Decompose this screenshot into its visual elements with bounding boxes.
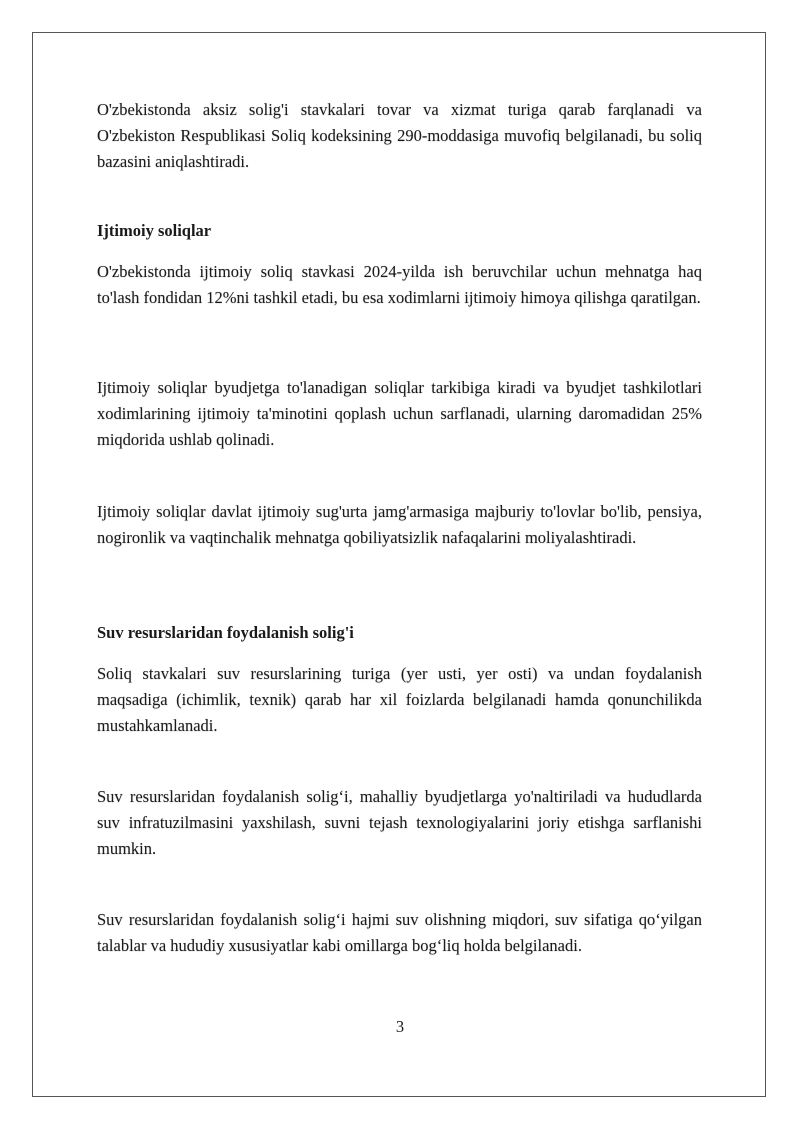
paragraph-suv-mahalliy-byudjet: Suv resurslaridan foydalanish solig‘i, mahalliy byudjetlarga yo'naltiriladi va hududlarda suv infratuzilmasini yaxshilash, suvni tejash texnologiyalarini joriy etishga sarflanishi mumkin.	[97, 787, 702, 858]
heading-ijtimoiy-soliqlar: Ijtimoiy soliqlar	[97, 221, 212, 240]
paragraph-suv-soliq-hajmi: Suv resurslaridan foydalanish solig‘i hajmi suv olishning miqdori, suv sifatiga qo‘yilgan talablar va hududiy xususiyatlar kabi omillarga bog‘liq holda belgilanadi.	[97, 910, 702, 955]
paragraph-ijtimoiy-soliqlar-byudjet: Ijtimoiy soliqlar byudjetga to'lanadigan soliqlar tarkibiga kiradi va byudjet tashkilotlari xodimlarining ijtimoiy ta'minotini qoplash uchun sarflanadi, ularning daromadidan 25% miqdorida ushlab qolinadi.	[97, 378, 702, 449]
paragraph-aksiz-stavkalari: O'zbekistonda aksiz solig'i stavkalari tovar va xizmat turiga qarab farqlanadi va O'zbekiston Respublikasi Soliq kodeksining 290-moddasiga muvofiq belgilanadi, bu soliq bazasini aniqlashtiradi.	[97, 100, 702, 171]
paragraph-ijtimoiy-sugurta: Ijtimoiy soliqlar davlat ijtimoiy sug'urta jamg'armasiga majburiy to'lovlar bo'lib, pensiya, nogironlik va vaqtinchalik mehnatga qobiliyatsizlik nafaqalarini moliyalashtiradi.	[97, 502, 702, 547]
heading-suv-resurslari: Suv resurslaridan foydalanish solig'i	[97, 623, 354, 642]
paragraph-suv-soliq-stavkalari: Soliq stavkalari suv resurslarining turiga (yer usti, yer osti) va undan foydalanish maqsadiga (ichimlik, texnik) qarab har xil foizlarda belgilanadi hamda qonunchilikda mustahkamlanadi.	[97, 664, 702, 735]
page-number: 3	[395, 1017, 405, 1036]
paragraph-ijtimoiy-soliq-stavkasi: O'zbekistonda ijtimoiy soliq stavkasi 2024-yilda ish beruvchilar uchun mehnatga haq to'lash fondidan 12%ni tashkil etadi, bu esa xodimlarni ijtimoiy himoya qilishga qaratilgan.	[97, 262, 702, 307]
